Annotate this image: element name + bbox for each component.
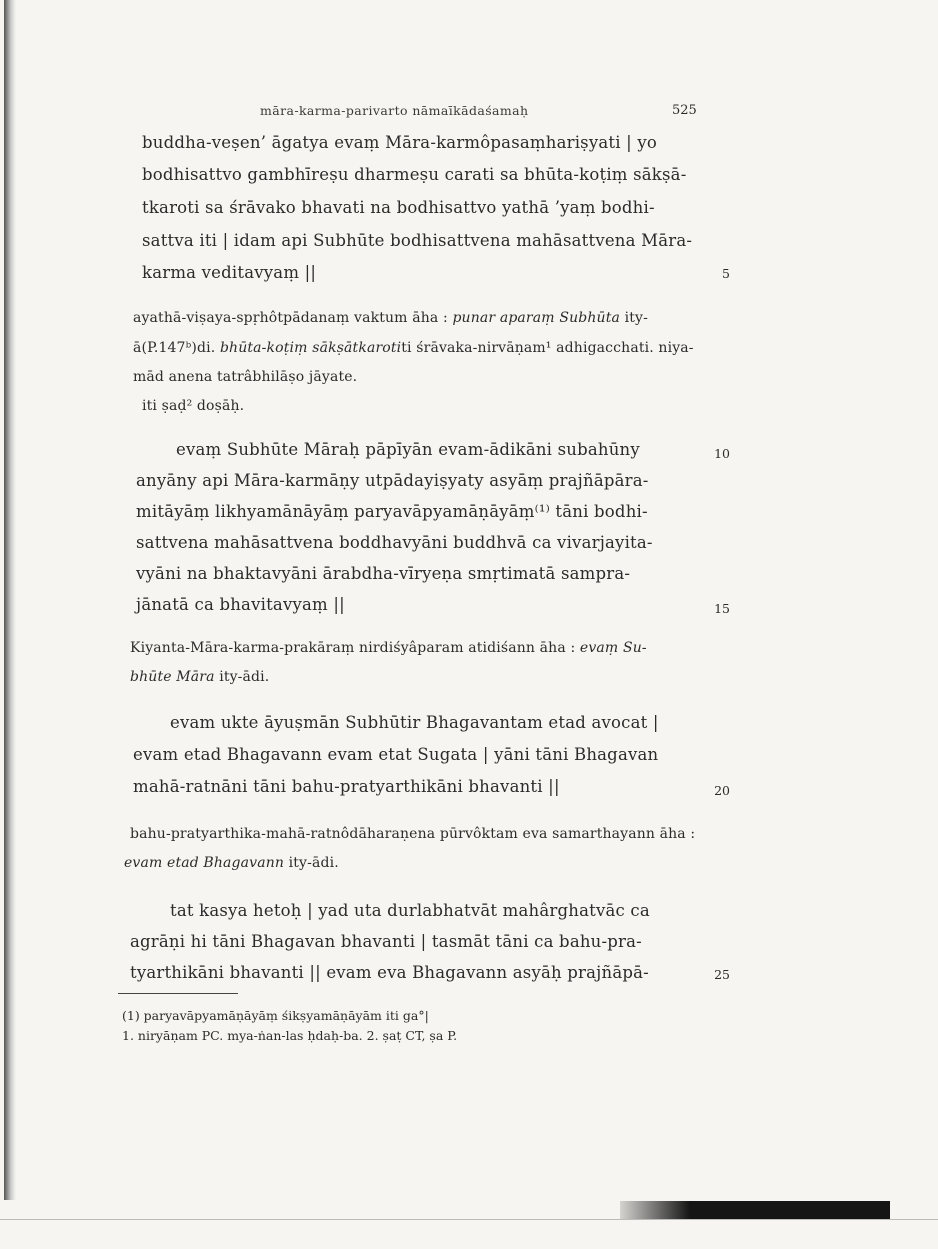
commentary-quote: bhūte Māra xyxy=(130,669,215,685)
running-header: māra-karma-parivarto nāmaīkādaśamaḥ xyxy=(260,103,529,118)
commentary-text: ayathā-viṣaya-spṛhôtpādanaṃ vaktum āha : xyxy=(133,310,448,326)
line-number: 15 xyxy=(714,601,730,616)
line-number: 25 xyxy=(714,967,730,982)
text-line: bodhisattvo gambhīreṣu dharmeṣu carati sa bhūta-koṭiṃ sākṣā- xyxy=(142,165,687,184)
page-binding-edge xyxy=(4,0,16,1200)
text-line: sattva iti | idam api Subhūte bodhisattvena mahāsattvena Māra- xyxy=(142,231,693,250)
page-bottom-edge xyxy=(0,1219,938,1220)
commentary-text: ity- xyxy=(624,310,648,326)
commentary-line xyxy=(124,855,339,871)
page-number: 525 xyxy=(672,103,697,118)
line-number: 5 xyxy=(722,266,730,281)
text-line: sattvena mahāsattvena boddhavyāni buddhvā ca vivarjayita- xyxy=(136,533,653,552)
commentary-quote: evaṃ Su- xyxy=(579,640,647,656)
commentary-line xyxy=(130,640,647,656)
text-line: anyāny api Māra-karmāṇy utpādayiṣyaty asyāṃ prajñāpāra- xyxy=(136,471,649,490)
text-line: tyarthikāni bhavanti || evam eva Bhagavann asyāḥ prajñāpā- xyxy=(130,963,649,982)
commentary-text: ity-ādi. xyxy=(219,669,270,685)
text-line: buddha-veṣen’ āgatya evaṃ Māra-karmôpasaṃhariṣyati | yo xyxy=(142,133,658,152)
commentary-quote: punar aparaṃ Subhūta xyxy=(452,310,620,326)
commentary-text: Kiyanta-Māra-karma-prakāraṃ nirdiśyâparam atidiśann āha : xyxy=(130,640,576,656)
commentary-line: iti ṣaḍ² doṣāḥ. xyxy=(142,398,245,414)
text-line: agrāṇi hi tāni Bhagavan bhavanti | tasmāt tāni ca bahu-pra- xyxy=(130,932,642,951)
commentary-text: ā(P.147ᵇ)di. xyxy=(133,340,216,356)
commentary-line: mād anena tatrâbhilāṣo jāyate. xyxy=(133,369,358,385)
text-line: evaṃ Subhūte Māraḥ pāpīyān evam-ādikāni subahūny xyxy=(176,440,640,459)
footnote: 1. niryāṇam PC. mya-ṅan-las ḥdaḥ-ba. 2. ṣaṭ CT, ṣa P. xyxy=(122,1028,458,1043)
text-line: vyāni na bhaktavyāni ārabdha-vīryeṇa smṛtimatā sampra- xyxy=(136,564,631,583)
commentary-quote: bhūta-koṭiṃ sākṣātkaroti xyxy=(219,340,402,356)
commentary-line xyxy=(133,340,694,356)
commentary-line: bahu-pratyarthika-mahā-ratnôdāharaṇena pūrvôktam eva samarthayann āha : xyxy=(130,826,696,842)
text-line: evam etad Bhagavann evam etat Sugata | yāni tāni Bhagavan xyxy=(133,745,659,764)
line-number: 10 xyxy=(714,446,730,461)
text-line: evam ukte āyuṣmān Subhūtir Bhagavantam etad avocat | xyxy=(170,713,659,732)
text-line: karma veditavyaṃ || xyxy=(142,263,317,282)
scan-shadow-bar xyxy=(620,1201,890,1219)
line-number: 20 xyxy=(714,783,730,798)
commentary-line xyxy=(133,310,648,326)
commentary-text: ti śrāvaka-nirvāṇam¹ adhigacchati. niya- xyxy=(401,340,694,356)
text-line: mitāyāṃ likhyamānāyāṃ paryavāpyamāṇāyāṃ⁽¹⁾ tāni bodhi- xyxy=(136,502,648,521)
text-line: tat kasya hetoḥ | yad uta durlabhatvāt mahârghatvāc ca xyxy=(170,901,650,920)
commentary-line xyxy=(130,669,269,685)
text-line: tkaroti sa śrāvako bhavati na bodhisattvo yathā ’yaṃ bodhi- xyxy=(142,198,655,217)
text-line: jānatā ca bhavitavyaṃ || xyxy=(136,595,345,614)
commentary-quote: evam etad Bhagavann xyxy=(124,855,285,871)
footnote-rule xyxy=(118,993,238,994)
footnote: (1) paryavāpyamāṇāyāṃ śikṣyamāṇāyām iti ga°| xyxy=(122,1008,429,1023)
text-line: mahā-ratnāni tāni bahu-pratyarthikāni bhavanti || xyxy=(133,777,560,796)
commentary-text: ity-ādi. xyxy=(288,855,339,871)
